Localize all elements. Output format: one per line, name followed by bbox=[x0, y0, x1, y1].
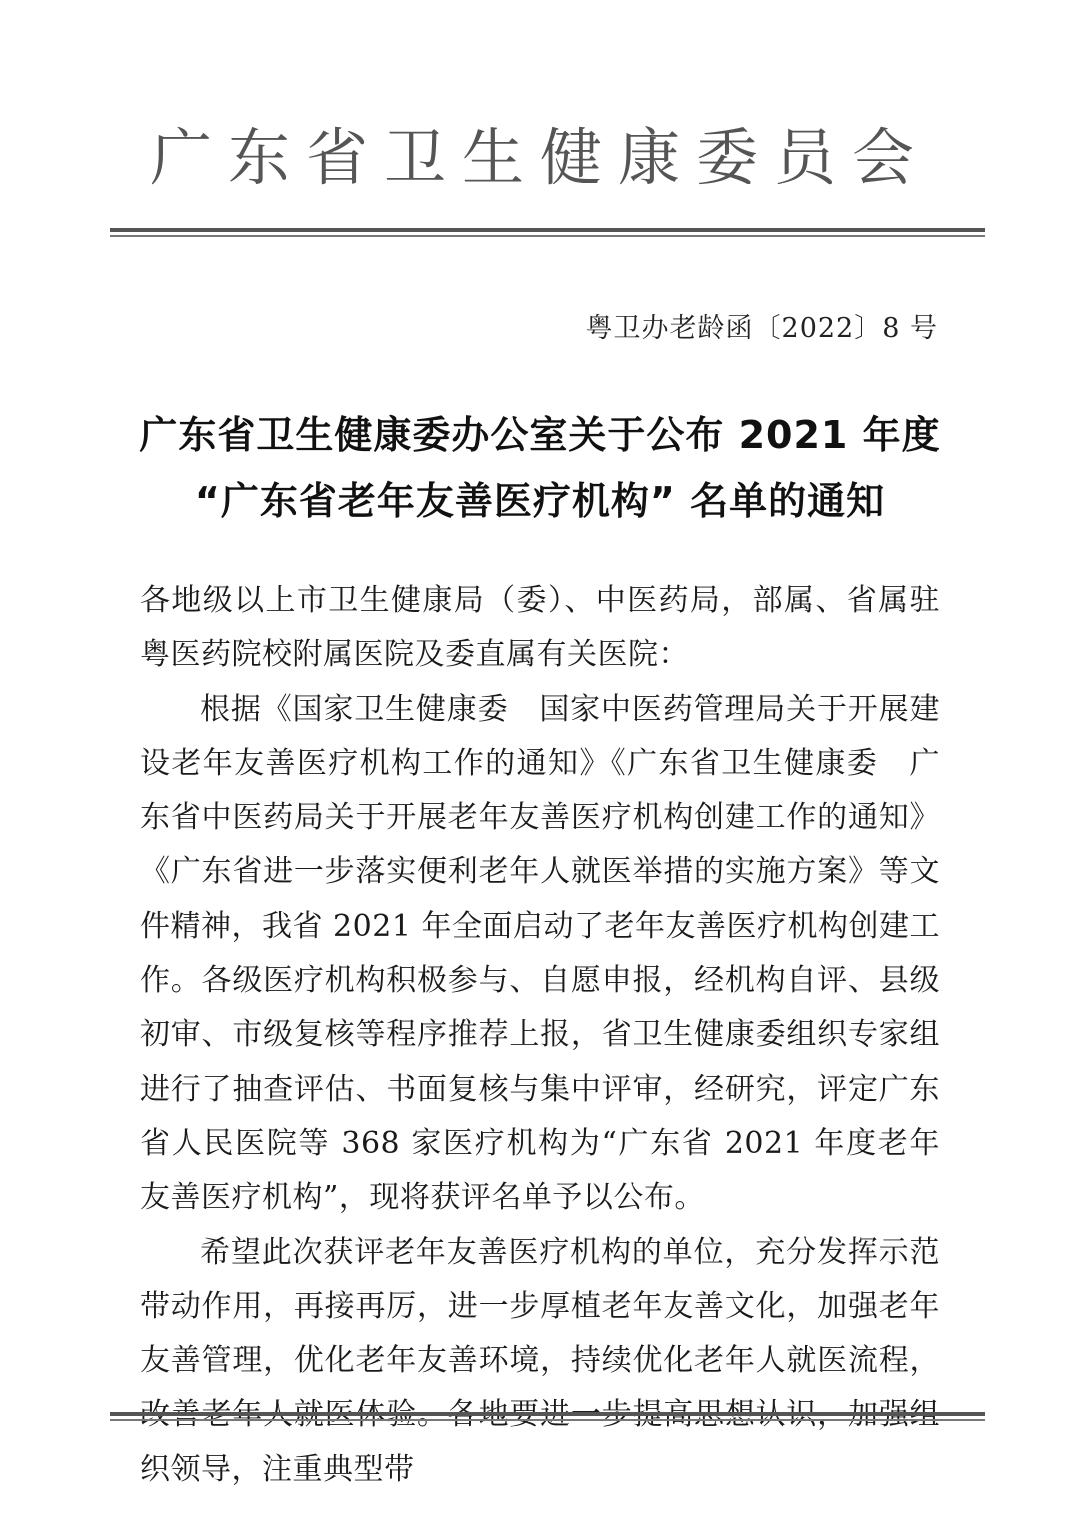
letterhead-title: 广东省卫生健康委员会 bbox=[149, 121, 930, 194]
notice-title-line-2: “广东省老年友善医疗机构” 名单的通知 bbox=[194, 479, 886, 523]
footer-divider bbox=[110, 1412, 985, 1421]
header-divider bbox=[110, 228, 985, 237]
notice-body bbox=[140, 574, 940, 1497]
body-paragraph-1: 根据《国家卫生健康委 国家中医药管理局关于开展建设老年友善医疗机构工作的通知》《广东省卫生健康委 广东省中医药局关于开展老年友善医疗机构创建工作的通知》《广东省进一步落实便利老年人就医举措的实施方案》等文件精神，我省 2021 年全面启动了老年友善医疗机构创建工作。各级医疗机构积极参与、自愿申报，经机构自评、县级初审、市级复核等程序推荐上报，省卫生健康委组织专家组进行了抽查评估、书面复核与集中评审，经研究，评定广东省人民医院等 368 家医疗机构为“广东省 2021 年度老年友善医疗机构”，现将获评名单予以公布。 bbox=[140, 691, 940, 1216]
document-number: 粤卫办老龄函〔2022〕8 号 bbox=[585, 313, 938, 344]
addressee: 各地级以上市卫生健康局（委）、中医药局，部属、省属驻粤医药院校附属医院及委直属有关医院： bbox=[140, 583, 940, 673]
notice-title-line-1: 广东省卫生健康委办公室关于公布 2021 年度 bbox=[139, 413, 941, 457]
body-paragraph-2: 希望此次获评老年友善医疗机构的单位，充分发挥示范带动作用，再接再厉，进一步厚植老年友善文化，加强老年友善管理，优化老年友善环境，持续优化老年人就医流程， 织领导，注重典型带 bbox=[140, 1234, 940, 1487]
